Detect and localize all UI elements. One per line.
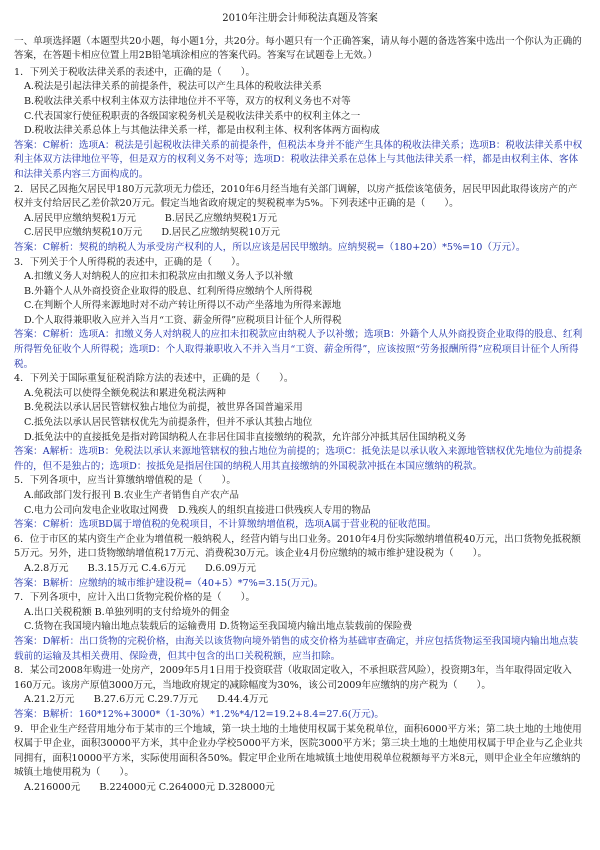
option-row-ab: A.邮政部门发行报刊 B.农业生产者销售自产农产品 <box>24 490 240 501</box>
option-c: C.在判断个人所得来源地时对不动产转让所得以不动产坐落地为所得来源地 <box>24 300 342 312</box>
question-2 <box>14 183 586 256</box>
section-intro: 一、单项选择题（本题型共20小题，每小题1分，共20分。每小题只有一个正确答案，请从每小题的备选答案中选出一个你认为正确的答案，在答题卡相应位置上用2B铅笔填涂相应的答案代码。答案写在试题卷上无效。） <box>14 35 582 62</box>
question-stem: 9．甲企业生产经营用地分布于某市的三个地域，第一块土地的土地使用权属于某免税单位，面积6000平方米；第二块土地的土地使用权属于甲企业，面积30000平方米，其中企业办学校5000平方米，医院3000平方米；第三块土地的土地使用权属于甲企业与乙企业共同拥有，面积10000平方米，实际使用面积各50%。假定甲企业所在地城镇土地使用税单位税额每平方米8元，则甲企业全年应缴纳的城镇土地使用税为（ ）。 <box>14 723 583 779</box>
answer-explanation: 答案：A解析：选项B：免税法以承认来源地管辖权的独占地位为前提的；选项C：抵免法是以承认收入来源地管辖权优先地位为前提条件的，但不是独占的；选项D：按抵免是指居住国的纳税人用其直接缴纳的外国税款冲抵在本国应缴纳的税款。 <box>14 446 583 472</box>
question-stem: 1．下列关于税收法律关系的表述中，正确的是（ ）。 <box>14 66 256 78</box>
question-3 <box>14 256 586 373</box>
option-row: A.21.2万元 B.27.6万元 C.29.7万元 D.44.4万元 <box>24 694 269 706</box>
option-d: D.个人取得兼职收入应并入当月“工资、薪金所得”应税项目计征个人所得税 <box>24 314 342 326</box>
option-row-ab: A.居民甲应缴纳契税1万元 B.居民乙应缴纳契税1万元 <box>24 212 277 224</box>
option-a: A.扣缴义务人对纳税人的应扣未扣税款应由扣缴义务人予以补缴 <box>24 271 294 283</box>
question-9 <box>14 723 586 796</box>
question-6 <box>14 533 586 591</box>
option-row-ab: A.出口关税税额 B.单独列明的支付给境外的佣金 <box>24 606 230 618</box>
option-b: B.外籍个人从外商投资企业取得的股息、红利所得应缴纳个人所得税 <box>24 285 313 297</box>
question-stem: 3．下列关于个人所得税的表述中，正确的是（ ）。 <box>14 256 246 268</box>
option-a: A.税法是引起法律关系的前提条件，税法可以产生具体的税收法律关系 <box>24 81 322 93</box>
question-4 <box>14 372 586 474</box>
question-7 <box>14 591 586 664</box>
question-stem: 5．下列各项中，应当计算缴纳增值税的是（ ）。 <box>14 475 236 487</box>
answer-explanation: 答案：C解析：选项BD属于增值税的免税项目，不计算缴纳增值税，选项A属于营业税的征收范围。 <box>14 519 437 531</box>
option-c: C.代表国家行使征税职责的各级国家税务机关是税收法律关系中的权利主体之一 <box>24 110 361 122</box>
option-c: C.抵免法以承认居民管辖权优先为前提条件，但并不承认其独占地位 <box>24 417 313 429</box>
answer-explanation: 答案：C解析：契税的纳税人为承受房产权利的人，所以应该是居民甲缴纳。应纳契税=（180+20）*5%=10（万元）。 <box>14 241 526 253</box>
answer-explanation: 答案：C解析：选项A：扣缴义务人对纳税人的应扣未扣税款应由纳税人予以补缴；选项B：外籍个人从外商投资企业取得的股息、红利所得暂免征收个人所得税；选项D：个人取得兼职收入不并入当月“工资、薪金所得”，应该按照“劳务报酬所得”应税项目计征个人所得税。 <box>14 329 583 370</box>
question-5 <box>14 474 586 532</box>
question-stem: 4．下列关于国际重复征税消除方法的表述中，正确的是（ ）。 <box>14 373 294 385</box>
option-a: A.免税法可以使得全额免税法和累进免税法两种 <box>24 387 226 399</box>
answer-explanation: 答案：B解析：160*12%+3000*（1-30%）*1.2%*4/12=19.2+8.4=27.6(万元)。 <box>14 708 385 720</box>
question-1 <box>14 66 586 183</box>
option-row: A.216000元 B.224000元 C.264000元 D.328000元 <box>24 781 275 793</box>
answer-explanation: 答案：B解析：应缴纳的城市维护建设税=（40+5）*7%=3.15(万元)。 <box>14 577 324 589</box>
question-stem: 8．某公司2008年购进一处房产，2009年5月1日用于投资联营（收取固定收入，不承担联营风险），投资期3年，当年取得固定收入160万元。该房产原值3000万元，当地政府规定的减除幅度为30%，该公司2009年应缴纳的房产税为（ ）。 <box>14 665 572 691</box>
answer-explanation: 答案：D解析：出口货物的完税价格，由海关以该货物向境外销售的成交价格为基础审查确定，并应包括货物运至我国境内输出地点装载前的运输及其相关费用、保险费，但其中包含的出口关税税额，应当扣除。 <box>14 635 579 662</box>
option-row: A.2.8万元 B.3.15万元 C.4.6万元 D.6.09万元 <box>24 562 256 574</box>
option-d: D.抵免法中的直接抵免是指对跨国纳税人在非居住国非直接缴纳的税款，允许部分冲抵其居住国纳税义务 <box>24 431 467 443</box>
option-row-cd: C.居民甲应缴纳契税10万元 D.居民乙应缴纳契税10万元 <box>24 227 280 239</box>
question-stem: 7．下列各项中，应计入出口货物完税价格的是（ ）。 <box>14 592 256 604</box>
page-title: 2010年注册会计师税法真题及答案 <box>222 13 378 24</box>
option-b: B.税收法律关系中权利主体双方法律地位并不平等，双方的权利义务也不对等 <box>24 95 351 107</box>
option-row-cd: C.电力公司向发电企业收取过网费 D.残疾人的组织直接进口供残疾人专用的物品 <box>24 504 371 516</box>
option-d: D.税收法律关系总体上与其他法律关系一样，都是由权利主体、权利客体两方面构成 <box>24 125 380 137</box>
option-row-cd: C.货物在我国境内输出地点装载后的运输费用 D.货物运至我国境内输出地点装载前的保险费 <box>24 621 413 633</box>
question-8 <box>14 664 586 722</box>
question-stem: 2．居民乙因拖欠居民甲180万元款项无力偿还，2010年6月经当地有关部门调解，以房产抵偿该笔债务，居民甲因此取得该房产的产权并支付给居民乙差价款20万元。假定当地省政府规定的契税税率为5%。下列表述中正确的是（ ）。 <box>14 183 578 210</box>
option-b: B.免税法以承认居民管辖权独占地位为前提，被世界各国普遍采用 <box>24 402 303 414</box>
question-stem: 6．位于市区的某内资生产企业为增值税一般纳税人，经营内销与出口业务。2010年4月份实际缴纳增值税40万元，出口货物免抵税额5万元。另外，进口货物缴纳增值税17万元、消费税30万元。该企业4月份应缴纳的城市维护建设税为（ ）。 <box>14 533 581 560</box>
answer-explanation: 答案：C解析：选项A：税法是引起税收法律关系的前提条件，但税法本身并不能产生具体的税收法律关系；选项B：税收法律关系中权利主体双方法律地位平等，但是双方的权利义务不对等；选项D：税收法律关系在总体上与其他法律关系一样，都是由权利主体、客体和法律关系内容三方面构成的。 <box>14 139 583 180</box>
